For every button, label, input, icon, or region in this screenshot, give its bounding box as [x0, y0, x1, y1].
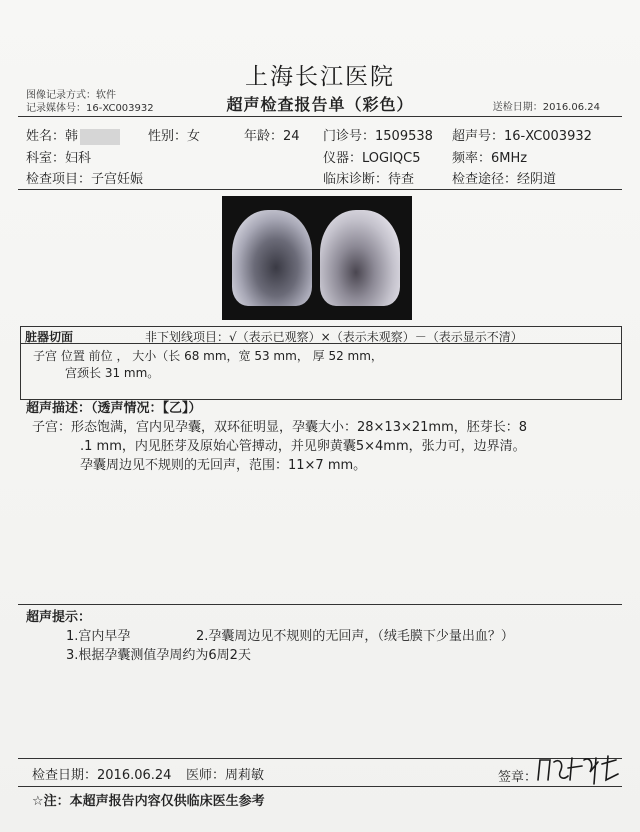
clinical-diagnosis: 临床诊断：待查 — [323, 172, 415, 187]
divider — [18, 189, 622, 190]
department: 科室：妇科 — [26, 151, 92, 166]
organ-section-box — [20, 326, 622, 400]
clinic-number: 门诊号：1509538 — [323, 129, 433, 144]
box-divider — [21, 343, 621, 344]
report-title: 超声检查报告单（彩色） — [226, 95, 414, 114]
desc-title: 超声描述：（透声情况：【乙】） — [26, 401, 202, 416]
device: 仪器：LOGIQC5 — [323, 151, 421, 166]
box-header-right: 非下划线项目：√（表示已观察）×（表示未观察）－（表示显示不清） — [145, 330, 523, 344]
doctor-name: 医师：周莉敏 — [186, 768, 265, 783]
patient-age: 年龄：24 — [244, 129, 300, 144]
redaction-block — [80, 129, 120, 145]
hint-item-2: 2.孕囊周边见不规则的无回声，（绒毛膜下少量出血？） — [196, 629, 514, 644]
ultrasound-number: 超声号：16-XC003932 — [452, 129, 592, 144]
ultrasound-scan-left — [232, 210, 312, 306]
desc-line-3: 孕囊周边见不规则的无回声，范围：11×7 mm。 — [80, 458, 367, 473]
send-date: 送检日期：2016.06.24 — [492, 102, 600, 113]
hint-item-1: 1.宫内早孕 — [66, 629, 131, 644]
record-media: 记录媒体号：16-XC003932 — [26, 103, 154, 114]
report-note: ☆注：本超声报告内容仅供临床医生参考 — [32, 794, 265, 809]
ultrasound-image — [222, 196, 412, 320]
cervix-row: 宫颈长 31 mm。 — [65, 366, 160, 380]
divider — [18, 116, 622, 117]
uterus-row: 子宫 位置 前位 ， 大小（长 68 mm，宽 53 mm， 厚 52 mm， — [33, 349, 383, 363]
hints-title: 超声提示： — [26, 610, 92, 625]
handwritten-signature — [528, 750, 628, 790]
hint-item-3: 3.根据孕囊测值孕周约为6周2天 — [66, 648, 251, 663]
desc-line-2: .1 mm，内见胚芽及原始心管搏动，并见卵黄囊5×4mm，张力可，边界清。 — [80, 439, 526, 454]
exam-date: 检查日期：2016.06.24 — [32, 768, 172, 783]
patient-name — [26, 125, 120, 145]
exam-item: 检查项目：子宫妊娠 — [26, 172, 144, 187]
exam-route: 检查途径：经阴道 — [452, 172, 557, 187]
ultrasound-scan-right — [320, 210, 400, 306]
record-method: 图像记录方式：软件 — [26, 90, 116, 101]
divider — [18, 604, 622, 605]
box-header-left: 脏器切面 — [25, 330, 74, 344]
divider — [18, 786, 622, 787]
sign-label: 签章： — [498, 770, 538, 785]
patient-sex: 性别：女 — [148, 129, 201, 144]
desc-line-1: 子宫：形态饱满，宫内见孕囊，双环征明显，孕囊大小：28×13×21mm，胚芽长：8 — [32, 420, 528, 435]
hospital-name: 上海长江医院 — [245, 64, 395, 90]
frequency: 频率：6MHz — [452, 151, 528, 166]
patient-name-text: 姓名：韩 — [26, 129, 79, 144]
